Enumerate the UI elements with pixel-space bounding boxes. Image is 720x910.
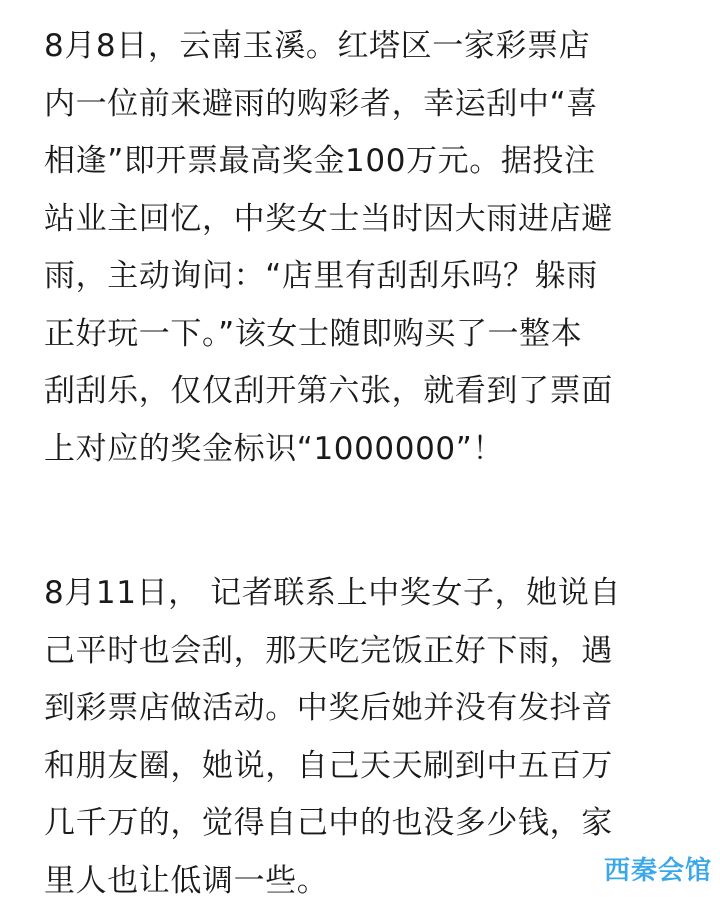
watermark-logo: 西秦会馆: [604, 850, 712, 887]
text-line: 己平时也会刮，那天吃完饭正好下雨，遇: [44, 623, 684, 681]
text-line: 站业主回忆，中奖女士当时因大雨进店避: [44, 191, 684, 249]
text-line: 刮刮乐，仅仅刮开第六张，就看到了票面: [44, 363, 684, 421]
paragraph-spacer: [44, 478, 684, 565]
text-line: 上对应的奖金标识“1000000”！: [44, 421, 684, 479]
text-line: 相逢”即开票最高奖金100万元。据投注: [44, 133, 684, 191]
text-line: 8月11日， 记者联系上中奖女子，她说自: [44, 565, 684, 623]
text-line: 和朋友圈，她说，自己天天刷到中五百万: [44, 738, 684, 796]
text-line: 8月8日，云南玉溪。红塔区一家彩票店: [44, 18, 684, 76]
text-line: 里人也让低调一些。: [44, 853, 684, 910]
text-line: 到彩票店做活动。中奖后她并没有发抖音: [44, 680, 684, 738]
text-line: 内一位前来避雨的购彩者，幸运刮中“喜: [44, 76, 684, 134]
text-line: 几千万的，觉得自己中的也没多少钱，家: [44, 795, 684, 853]
article-body: [44, 18, 684, 910]
paragraph-2: [44, 565, 684, 910]
paragraph-1: [44, 18, 684, 478]
text-line: 雨，主动询问：“店里有刮刮乐吗？躲雨: [44, 248, 684, 306]
text-line: 正好玩一下。”该女士随即购买了一整本: [44, 306, 684, 364]
